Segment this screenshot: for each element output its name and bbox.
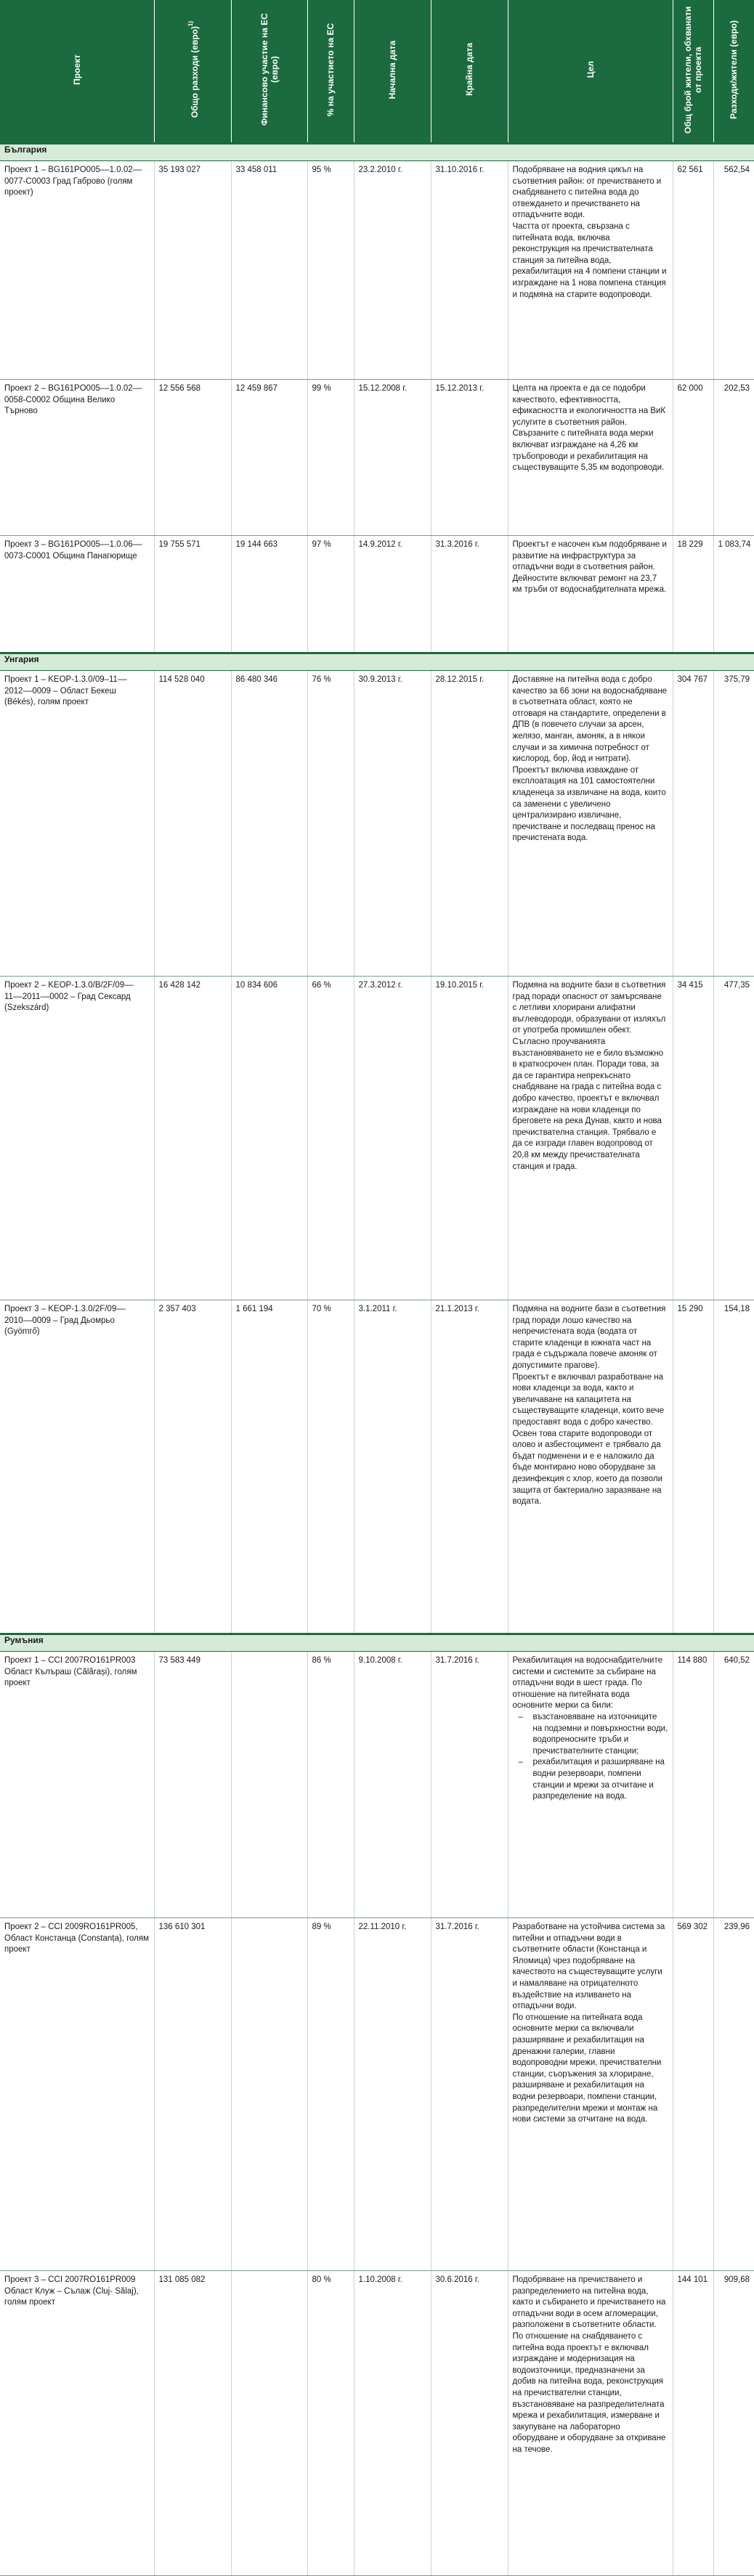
cell-total-cost: 114 528 040 — [154, 671, 231, 977]
cell-population: 62 561 — [673, 161, 713, 380]
header-eu-share: % на участието на ЕС — [307, 0, 354, 144]
cell-population: 15 290 — [673, 1300, 713, 1634]
cell-start-date: 14.9.2012 г. — [354, 536, 431, 653]
cell-project: Проект 2 – KEOP-1.3.0/B/2F/09––11––2011––0002 – Град Сексард (Szekszárd) — [0, 977, 154, 1300]
cell-cost-per-resident: 477,35 — [713, 977, 754, 1300]
cell-eu-share: 66 % — [307, 977, 354, 1300]
table-row — [0, 161, 754, 380]
goal-paragraph: Подмяна на водните бази в съответния град поради опасност от замърсяване с летливи хлорирани алифатни въглеводороди, образувани от изляхъл от употреба промишлен обект. Съгласно проучванията възстановяването не е било възможно в краткосрочен план. Поради това, за да се гарантира непрекъснато снабдяване на града с питейна вода с добро качество, проектът е включвал изграждане на нови кладенци по бреговете на река Дунав, както и нова пречиствателна станция. Трябвало е да се изгради главен водопровод от 20,8 км между пречиствателната станция и града. — [512, 981, 666, 1171]
table-row — [0, 536, 754, 653]
cell-eu-share: 89 % — [307, 1918, 354, 2271]
cell-goal — [508, 536, 673, 653]
cell-end-date: 15.12.2013 г. — [431, 380, 508, 536]
header-project: Проект — [0, 0, 154, 144]
cell-total-cost: 2 357 403 — [154, 1300, 231, 1634]
cell-end-date: 30.6.2016 г. — [431, 2271, 508, 2576]
section-title: Румъния — [0, 1634, 754, 1652]
header-goal: Цел — [508, 0, 673, 144]
cell-goal — [508, 671, 673, 977]
cell-eu-funding: 1 661 194 — [231, 1300, 307, 1634]
goal-paragraph: Проектът е включвал разработване на нови кладенци за вода, както и увеличаване на капацитета на съществуващите кладенци, които вече предоставят вода с добро качество. Освен това старите водопроводи от олово и азбестоцимент е трябвало да бъдат подменени и е е наложило да бъде монтирано ново оборудване за дезинфекция с хлор, което да позволи защита от бактериално заразяване на водата. — [512, 1372, 664, 1507]
header-population: Общ брой жители, обхванати от проекта — [673, 0, 713, 144]
cell-goal — [508, 161, 673, 380]
cell-start-date: 15.12.2008 г. — [354, 380, 431, 536]
cell-eu-share: 99 % — [307, 380, 354, 536]
goal-paragraph: По отношение на питейната вода основните мерки са включвали разширяване и рехабилитация на дренажни галерии, главни водопроводни мрежи, пречиствателни станции, съоръжения за хлориране, разширяване и рехабилитация на водни резервоари, помпени станции, разпределителни мрежи и монтаж на нови системи за отчитане на вода. — [512, 2013, 662, 2124]
goal-paragraph: Подобряване на пречистването и разпределението на питейна вода, както и събирането и пречистването на отпадъчни води в осем агломерации, разположени в съответните области. По отношение на снабдяването с питейна вода проектът е включвал изграждане и модернизация на водоизточници, предназначени за добив на питейна вода, реконструкция на пречиствателни станции, възстановяване на разпределителната мрежа и рехабилитация, измерване и закупуване на лабораторно оборудване и оборудване за откриване на течове. — [512, 2275, 666, 2454]
cell-eu-share: 80 % — [307, 2271, 354, 2576]
cell-project: Проект 2 – BG161PO005––1.0.02––0058-C0002 Община Велико Търново — [0, 380, 154, 536]
cell-eu-funding: 12 459 867 — [231, 380, 307, 536]
goal-paragraph: Дейностите включват ремонт на 23,7 км тръби от водоснабдителната мрежа. — [512, 574, 667, 595]
cell-population: 569 302 — [673, 1918, 713, 2271]
table-row — [0, 2271, 754, 2576]
cell-project: Проект 3 – KEOP-1.3.0/2F/09––2010––0009 – Град Дьомрьо (Gyömrő) — [0, 1300, 154, 1634]
cell-start-date: 9.10.2008 г. — [354, 1652, 431, 1918]
cell-eu-share: 86 % — [307, 1652, 354, 1918]
cell-population: 114 880 — [673, 1652, 713, 1918]
goal-list — [513, 1712, 668, 1803]
goal-paragraph: Целта на проекта е да се подобри качеството, ефективността, ефикасността и екологичността на ВиК услугите в съответния район. — [512, 384, 666, 427]
cell-cost-per-resident: 239,96 — [713, 1918, 754, 2271]
cell-population: 34 415 — [673, 977, 713, 1300]
cell-eu-share: 97 % — [307, 536, 354, 653]
cell-total-cost: 16 428 142 — [154, 977, 231, 1300]
table-row — [0, 1918, 754, 2271]
cell-project: Проект 1 – BG161PO005––1.0.02––0077-C0003 Град Габрово (голям проект) — [0, 161, 154, 380]
table-row — [0, 977, 754, 1300]
cell-total-cost: 73 583 449 — [154, 1652, 231, 1918]
cell-end-date: 28.12.2015 г. — [431, 671, 508, 977]
section-title: България — [0, 144, 754, 161]
cell-goal — [508, 977, 673, 1300]
cell-end-date: 31.10.2016 г. — [431, 161, 508, 380]
cell-cost-per-resident: 202,53 — [713, 380, 754, 536]
table-row — [0, 1652, 754, 1918]
cell-project: Проект 3 – CCI 2007RO161PR009 Област Клуж – Сълаж (Cluj- Sălaj), голям проект — [0, 2271, 154, 2576]
cell-total-cost: 131 085 082 — [154, 2271, 231, 2576]
goal-paragraph: Подобряване на водния цикъл на съответния район: от пречистването и снабдяването с питейна вода до отвеждането и пречистването на отпадъчните води. — [512, 166, 662, 220]
goal-paragraph: Частта от проекта, свързана с питейната вода, включва реконструкция на пречиствателната станция за питейна вода, рехабилитация на 4 помпени станции и изграждане на 1 нова помпена станция и подмяна на старите водопроводи. — [512, 221, 667, 299]
list-item: – рехабилитация и разширяване на водни резервоари, помпени станции и мрежи за отчитане и разпределение на вода. — [533, 1757, 668, 1802]
cell-eu-share: 95 % — [307, 161, 354, 380]
cell-end-date: 31.7.2016 г. — [431, 1652, 508, 1918]
table-row — [0, 1300, 754, 1634]
cell-cost-per-resident: 154,18 — [713, 1300, 754, 1634]
goal-paragraph: Доставяне на питейна вода с добро качество за 66 зони на водоснабдяване в съответната област, която не отговаря на стандартите, определени в ДПВ (в повечето случаи за арсен, желязо, манган, амоняк, а в някои случаи и за химична потребност от кислород, бор, йод и нитрати). — [512, 675, 668, 764]
table-row — [0, 380, 754, 536]
header-cost-per-resident: Разходи/жители (евро) — [713, 0, 754, 144]
cell-end-date: 31.3.2016 г. — [431, 536, 508, 653]
table-row — [0, 671, 754, 977]
cell-eu-funding — [231, 1652, 307, 1918]
cell-goal — [508, 1918, 673, 2271]
header-start-date: Начална дата — [354, 0, 431, 144]
cell-population: 144 101 — [673, 2271, 713, 2576]
cell-population: 304 767 — [673, 671, 713, 977]
section-row-romania — [0, 1634, 754, 1652]
cell-start-date: 27.3.2012 г. — [354, 977, 431, 1300]
table-header-row — [0, 0, 754, 144]
cell-total-cost: 19 755 571 — [154, 536, 231, 653]
cell-start-date: 23.2.2010 г. — [354, 161, 431, 380]
cell-population: 18 229 — [673, 536, 713, 653]
cell-start-date: 3.1.2011 г. — [354, 1300, 431, 1634]
cell-eu-share: 70 % — [307, 1300, 354, 1634]
cell-goal — [508, 1652, 673, 1918]
cell-goal — [508, 2271, 673, 2576]
cell-total-cost: 35 193 027 — [154, 161, 231, 380]
goal-paragraph: Рехабилитация на водоснабдителните системи и системите за събиране на отпадъчни води в шест града. По отношение на питейната вода основните мерки са били: — [512, 1656, 662, 1711]
section-row-hungary — [0, 653, 754, 671]
goal-paragraph: Проектът е насочен към подобряване и развитие на инфраструктура за отпадъчни води в съответния район. — [512, 540, 667, 572]
goal-paragraph: Свързаните с питейната вода мерки включват изграждане на 4,26 км тръбопроводи и рехабилитация на съществуващите 5,35 км водопроводи. — [512, 429, 665, 473]
cell-total-cost: 136 610 301 — [154, 1918, 231, 2271]
cell-cost-per-resident: 375,79 — [713, 671, 754, 977]
cell-end-date: 31.7.2016 г. — [431, 1918, 508, 2271]
list-item: – възстановяване на източниците на подземни и повърхностни води, водопреносните тръби и пречиствателните станции; — [533, 1712, 668, 1757]
cell-cost-per-resident: 562,54 — [713, 161, 754, 380]
cell-population: 62 000 — [673, 380, 713, 536]
section-row-bulgaria — [0, 144, 754, 161]
cell-eu-funding — [231, 1918, 307, 2271]
cell-eu-funding: 10 834 606 — [231, 977, 307, 1300]
cell-start-date: 1.10.2008 г. — [354, 2271, 431, 2576]
cell-project: Проект 1 – KEOP-1.3.0/09–11––2012––0009 – Област Бекеш (Békés), голям проект — [0, 671, 154, 977]
cell-eu-funding: 19 144 663 — [231, 536, 307, 653]
cell-cost-per-resident: 1 083,74 — [713, 536, 754, 653]
cell-start-date: 22.11.2010 г. — [354, 1918, 431, 2271]
goal-paragraph: Проектът включва изваждане от експлоатация на 101 самостоятелни кладенеца за извличане на вода, които са заменени с увеличено централизирано извличане, пречистване и последващ пренос на пречистената вода. — [512, 765, 666, 843]
header-eu-funding: Финансово участие на ЕС (евро) — [231, 0, 307, 144]
cell-start-date: 30.9.2013 г. — [354, 671, 431, 977]
cell-project: Проект 1 – CCI 2007RO161PR003 Област Кълъраш (Călărași), голям проект — [0, 1652, 154, 1918]
cell-goal — [508, 380, 673, 536]
cell-project: Проект 3 – BG161PO005––1.0.06––0073-C0001 Община Панагюрище — [0, 536, 154, 653]
section-title: Унгария — [0, 653, 754, 671]
cell-eu-share: 76 % — [307, 671, 354, 977]
goal-paragraph: Подмяна на водните бази в съответния град поради лошо качество на непречистената вода (водата от старите кладенци в южната част на града е съдържала повече амоняк от допустимите прагове). — [512, 1305, 666, 1370]
header-total-cost: Общо разходи (евро)$^{1)}$ — [154, 0, 231, 144]
cell-eu-funding: 86 480 346 — [231, 671, 307, 977]
header-end-date: Крайна дата — [431, 0, 508, 144]
cell-eu-funding — [231, 2271, 307, 2576]
cell-cost-per-resident: 640,52 — [713, 1652, 754, 1918]
cell-cost-per-resident: 909,68 — [713, 2271, 754, 2576]
cell-goal — [508, 1300, 673, 1634]
cell-end-date: 21.1.2013 г. — [431, 1300, 508, 1634]
cell-project: Проект 2 – CCI 2009RO161PR005, Област Констанца (Constanța), голям проект — [0, 1918, 154, 2271]
cell-end-date: 19.10.2015 г. — [431, 977, 508, 1300]
cell-eu-funding: 33 458 011 — [231, 161, 307, 380]
goal-paragraph: Разработване на устойчива система за питейни и отпадъчни води в съответните области (Констанца и Яломица) чрез подобряване на качеството на съществуващите услуги и намаляване на отрицателното въздействие на изливането на отпадъчни води. — [512, 1923, 665, 2011]
cell-total-cost: 12 556 568 — [154, 380, 231, 536]
